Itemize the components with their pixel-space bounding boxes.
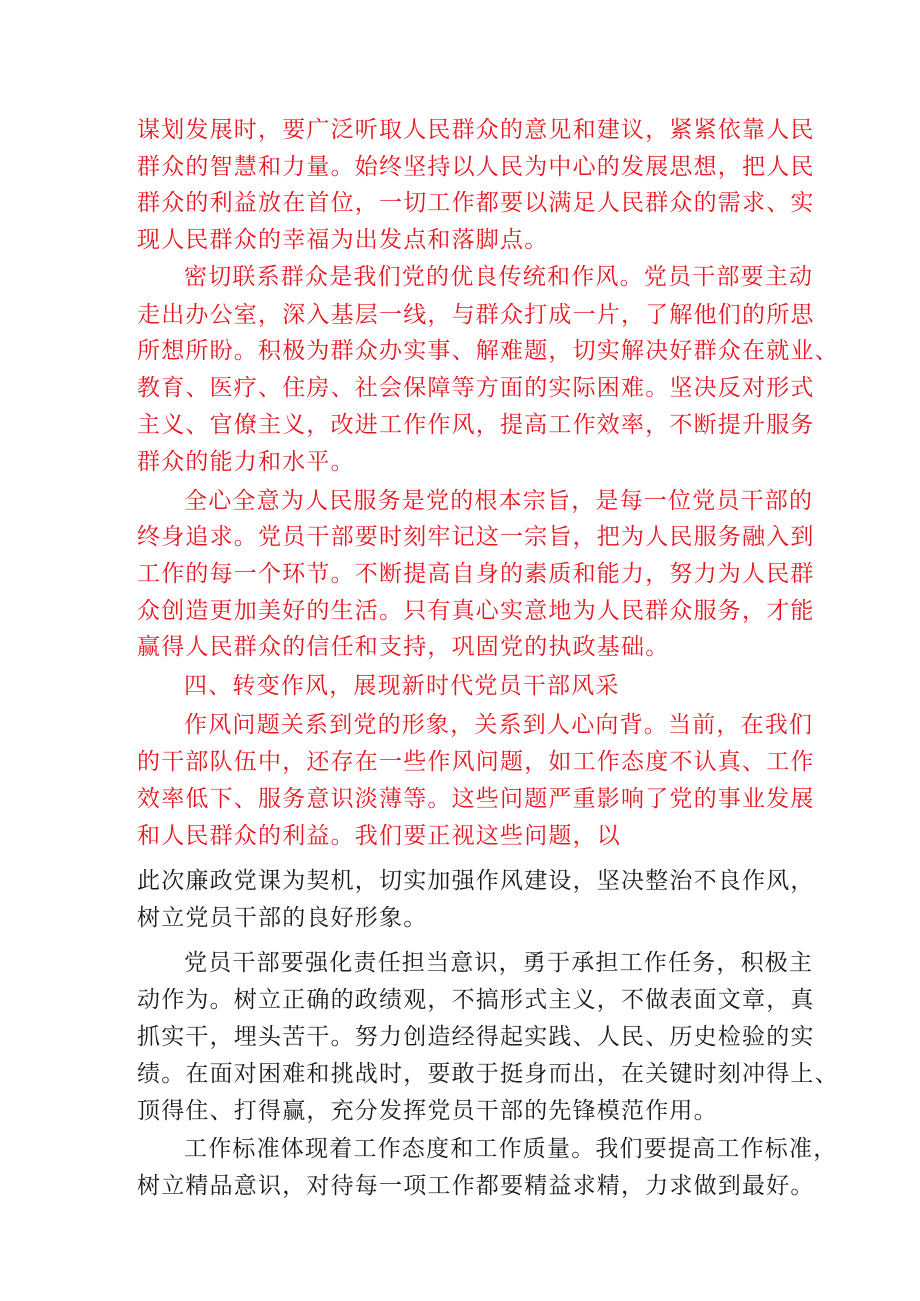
paragraph-line: 工作的每一个环节。不断提高自身的素质和能力，努力为人民群 [137, 561, 815, 587]
paragraph-line: 作风问题关系到党的形象，关系到人心向背。当前，在我们 [184, 712, 814, 738]
paragraph-line: 效率低下、服务意识淡薄等。这些问题严重影响了党的事业发展 [137, 786, 815, 812]
paragraph-line: 密切联系群众是我们党的优良传统和作风。党员干部要主动 [184, 264, 814, 290]
paragraph-line: 群众的利益放在首位，一切工作都要以满足人民群众的需求、实 [137, 190, 815, 216]
paragraph-line: 主义、官僚主义，改进工作作风，提高工作效率，不断提升服务 [137, 412, 815, 438]
section-heading: 四、转变作风，展现新时代党员干部风采 [184, 673, 620, 699]
paragraph-line: 树立精品意识，对待每一项工作都要精益求精，力求做到最好。 [137, 1173, 815, 1199]
paragraph-line: 全心全意为人民服务是党的根本宗旨，是每一位党员干部的 [184, 488, 814, 514]
paragraph-line: 绩。在面对困难和挑战时，要敢于挺身而出，在关键时刻冲得上、 [137, 1061, 839, 1087]
paragraph-line: 的干部队伍中，还存在一些作风问题，如工作态度不认真、工作 [137, 749, 815, 775]
paragraph-line: 动作为。树立正确的政绩观，不搞形式主义，不做表面文章，真 [137, 987, 815, 1013]
paragraph-line: 抓实干，埋头苦干。努力创造经得起实践、人民、历史检验的实 [137, 1024, 815, 1050]
paragraph-line: 群众的智慧和力量。始终坚持以人民为中心的发展思想，把人民 [137, 154, 815, 180]
paragraph-line: 终身追求。党员干部要时刻牢记这一宗旨，把为人民服务融入到 [137, 524, 815, 550]
paragraph-line: 党员干部要强化责任担当意识，勇于承担工作任务，积极主 [184, 950, 814, 976]
paragraph-line: 树立党员干部的良好形象。 [137, 905, 428, 931]
paragraph-line: 工作标准体现着工作态度和工作质量。我们要提高工作标准， [184, 1136, 838, 1162]
paragraph-line: 顶得住、打得赢，充分发挥党员干部的先锋模范作用。 [137, 1098, 718, 1124]
paragraph-line: 教育、医疗、住房、社会保障等方面的实际困难。坚决反对形式 [137, 375, 815, 401]
paragraph-line: 走出办公室，深入基层一线，与群众打成一片，了解他们的所思 [137, 302, 815, 328]
paragraph-line: 赢得人民群众的信任和支持，巩固党的执政基础。 [137, 634, 670, 660]
paragraph-line: 众创造更加美好的生活。只有真心实意地为人民群众服务，才能 [137, 598, 815, 624]
paragraph-line: 和人民群众的利益。我们要正视这些问题，以 [137, 823, 621, 849]
paragraph-line: 此次廉政党课为契机，切实加强作风建设，坚决整治不良作风， [137, 868, 815, 894]
paragraph-line: 现人民群众的幸福为出发点和落脚点。 [137, 227, 549, 253]
paragraph-line: 所想所盼。积极为群众办实事、解难题，切实解决好群众在就业、 [137, 338, 839, 364]
paragraph-line: 谋划发展时，要广泛听取人民群众的意见和建议，紧紧依靠人民 [137, 117, 815, 143]
paragraph-line: 群众的能力和水平。 [137, 449, 355, 475]
